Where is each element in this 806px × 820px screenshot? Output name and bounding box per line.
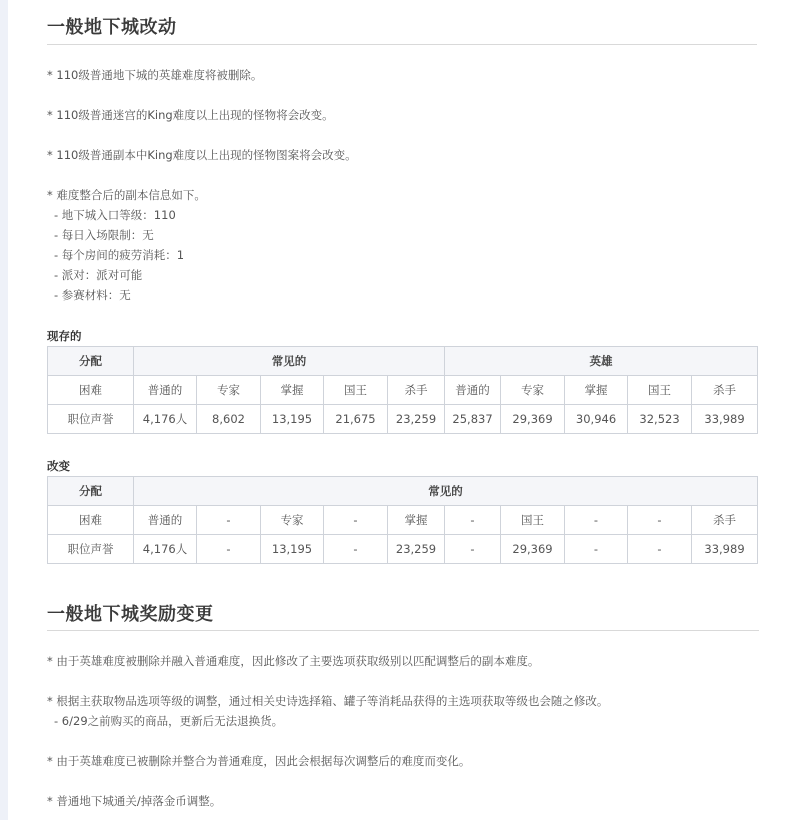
- table-cell: 23,259: [388, 405, 445, 434]
- table-cell: 33,989: [692, 535, 758, 564]
- section-title-reward-changes: 一般地下城奖励变更: [47, 604, 214, 625]
- table-cell: 23,259: [388, 535, 445, 564]
- table-cell: 专家: [261, 506, 324, 535]
- table-cell: 29,369: [501, 405, 565, 434]
- table-changed-caption: 改变: [47, 459, 70, 473]
- table-cell: 32,523: [628, 405, 692, 434]
- info-materials: - 参赛材料：无: [54, 288, 131, 302]
- table-cell: -: [324, 535, 388, 564]
- table-cell: 杀手: [692, 376, 758, 405]
- table-cell: 25,837: [445, 405, 501, 434]
- row-label-reputation: 职位声誉: [48, 405, 134, 434]
- table-cell: 专家: [501, 376, 565, 405]
- note-raid-patterns: * 110级普通副本中King难度以上出现的怪物图案将会改变。: [47, 148, 357, 162]
- table-cell: -: [445, 535, 501, 564]
- table-row: [48, 506, 758, 535]
- table-cell: 专家: [197, 376, 261, 405]
- table-cell: -: [324, 506, 388, 535]
- table-cell: 国王: [628, 376, 692, 405]
- row-label-difficulty: 困难: [48, 376, 134, 405]
- table-cell: 13,195: [261, 405, 324, 434]
- table-cell: -: [197, 506, 261, 535]
- table-cell: 杀手: [388, 376, 445, 405]
- left-rail: [0, 0, 8, 820]
- table-cell: 普通的: [445, 376, 501, 405]
- info-party: - 派对：派对可能: [54, 268, 143, 282]
- note-no-refund: - 6/29之前购买的商品，更新后无法退换货。: [54, 714, 284, 728]
- title-divider: [47, 630, 759, 631]
- table-cell: 掌握: [261, 376, 324, 405]
- table-cell: -: [628, 506, 692, 535]
- row-label-reputation: 职位声誉: [48, 535, 134, 564]
- section-title-dungeon-changes: 一般地下城改动: [47, 17, 177, 38]
- table-cell: 国王: [501, 506, 565, 535]
- note-maze-monsters: * 110级普通迷宫的King难度以上出现的怪物将会改变。: [47, 108, 334, 122]
- note-hero-removed: * 110级普通地下城的英雄难度将被删除。: [47, 68, 263, 82]
- table-cell: 8,602: [197, 405, 261, 434]
- column-header-hero: 英雄: [445, 347, 758, 376]
- table-cell: 21,675: [324, 405, 388, 434]
- table-cell: 国王: [324, 376, 388, 405]
- info-fatigue: - 每个房间的疲劳消耗：1: [54, 248, 185, 262]
- table-cell: 掌握: [565, 376, 628, 405]
- table-cell: 普通的: [134, 506, 197, 535]
- column-header-common: 常见的: [134, 477, 758, 506]
- row-label-difficulty: 困难: [48, 506, 134, 535]
- table-cell: -: [197, 535, 261, 564]
- table-row: [48, 535, 758, 564]
- note-gold-adjust: * 普通地下城通关/掉落金币调整。: [47, 794, 222, 808]
- column-header-common: 常见的: [134, 347, 445, 376]
- table-cell: -: [445, 506, 501, 535]
- table-cell: 4,176人: [134, 405, 197, 434]
- table-row: [48, 477, 758, 506]
- table-current: [47, 346, 758, 434]
- table-changed: [47, 476, 758, 564]
- table-cell: 29,369: [501, 535, 565, 564]
- table-cell: 4,176人: [134, 535, 197, 564]
- table-row: [48, 405, 758, 434]
- note-difficulty-merge: * 由于英雄难度已被删除并整合为普通难度，因此会根据每次调整后的难度而变化。: [47, 754, 471, 768]
- table-cell: 13,195: [261, 535, 324, 564]
- table-cell: -: [628, 535, 692, 564]
- table-cell: 掌握: [388, 506, 445, 535]
- table-cell: 30,946: [565, 405, 628, 434]
- column-header-group: 分配: [48, 477, 134, 506]
- table-row: [48, 347, 758, 376]
- table-cell: 杀手: [692, 506, 758, 535]
- note-option-level: * 由于英雄难度被删除并融入普通难度，因此修改了主要选项获取级别以匹配调整后的副本难度。: [47, 654, 540, 668]
- table-cell: -: [565, 535, 628, 564]
- table-cell: -: [565, 506, 628, 535]
- note-epic-box: * 根据主获取物品选项等级的调整，通过相关史诗选择箱、罐子等消耗品获得的主选项获取等级也会随之修改。: [47, 694, 609, 708]
- table-row: [48, 376, 758, 405]
- table-current-caption: 现存的: [47, 329, 82, 343]
- title-divider: [47, 44, 757, 45]
- table-cell: 普通的: [134, 376, 197, 405]
- note-dungeon-info: * 难度整合后的副本信息如下。: [47, 188, 206, 202]
- column-header-group: 分配: [48, 347, 134, 376]
- info-entry-level: - 地下城入口等级：110: [54, 208, 176, 222]
- table-cell: 33,989: [692, 405, 758, 434]
- info-daily-limit: - 每日入场限制：无: [54, 228, 154, 242]
